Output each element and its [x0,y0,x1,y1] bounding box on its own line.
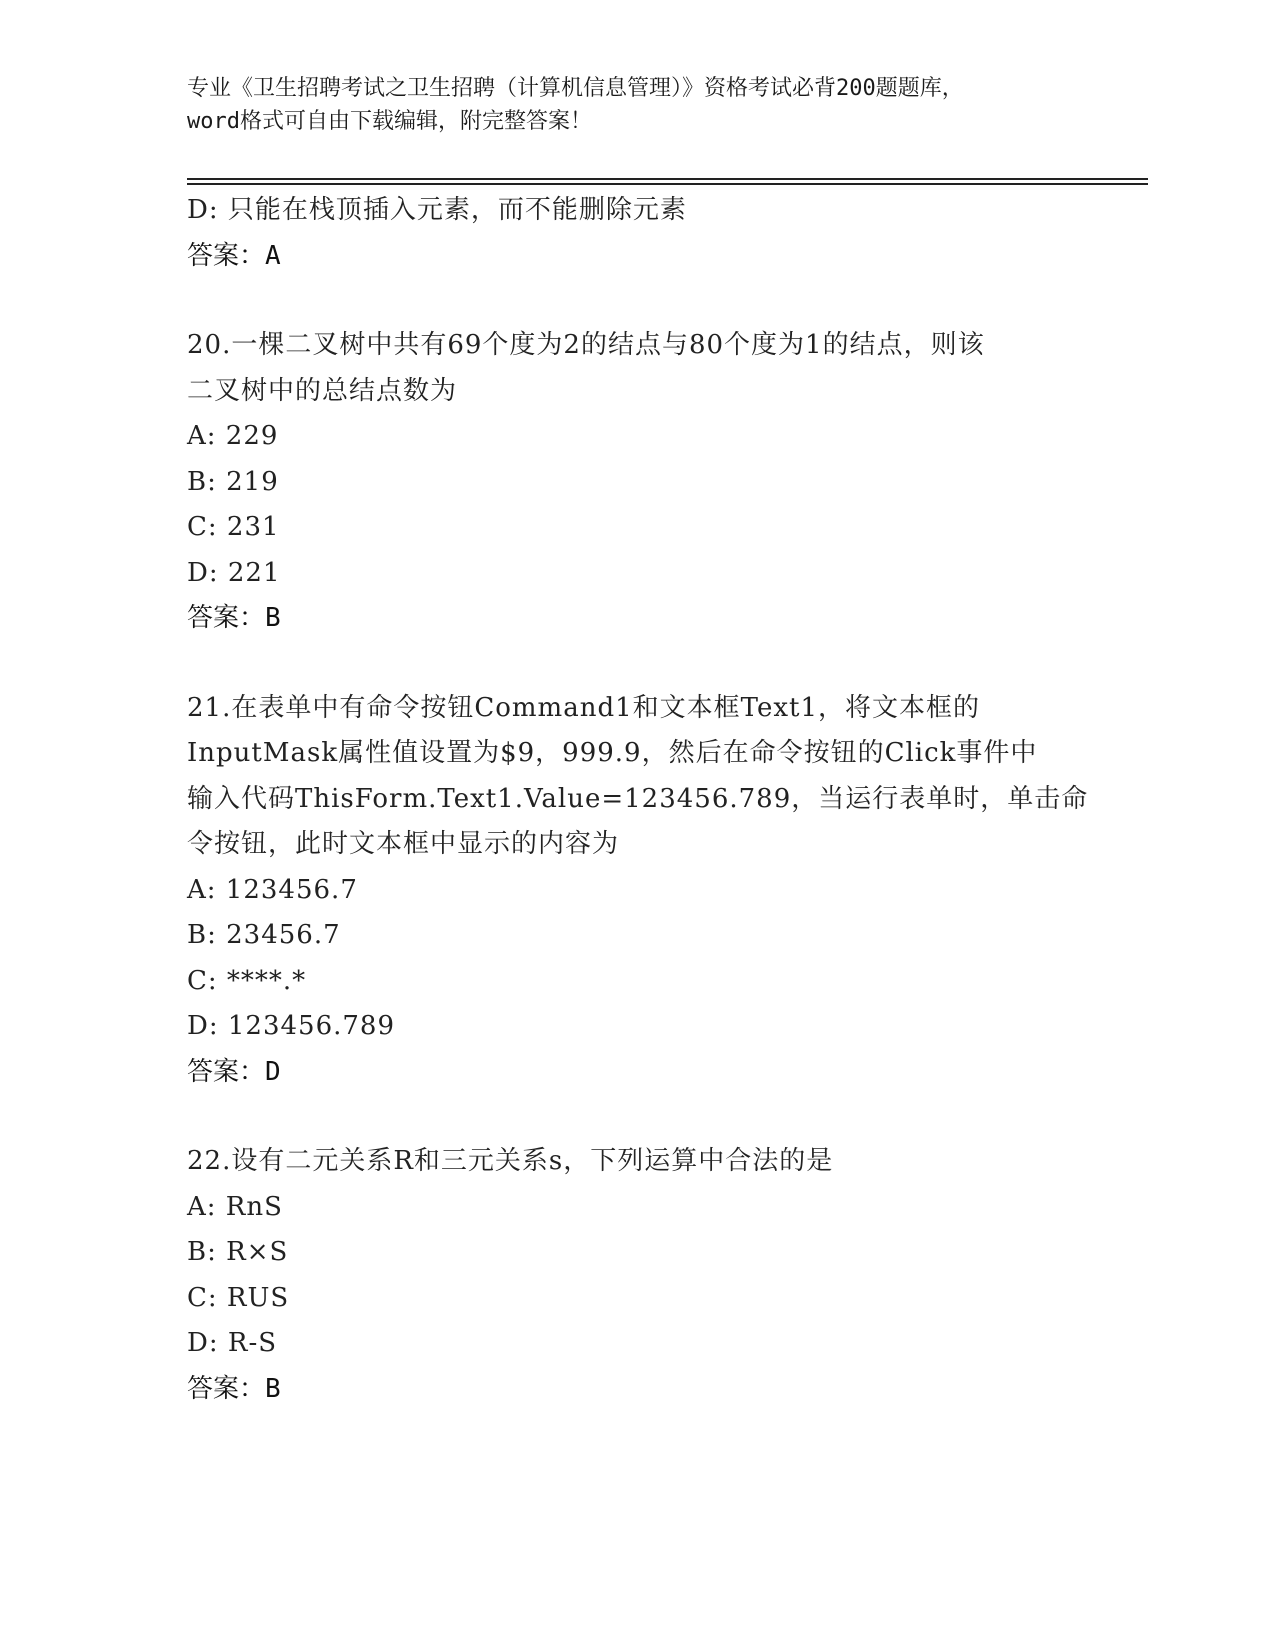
question-content [187,188,1087,1412]
option-b: B: R×S [187,1237,289,1267]
header-line-1: 专业《卫生招聘考试之卫生招聘（计算机信息管理）》资格考试必背200题题库， [187,76,964,101]
question-stem-line: 21.在表单中有命令按钮Command1和文本框Text1，将文本框的 [187,692,980,723]
prev-answer: 答案：A [187,240,281,271]
question-21 [187,686,1087,1096]
question-stem-line: 22.设有二元关系R和三元关系s，下列运算中合法的是 [187,1146,834,1176]
answer: 答案：B [187,1373,281,1404]
option-d: D: 123456.789 [187,1011,396,1041]
option-c: C: RUS [187,1282,290,1313]
question-stem-line: 令按钮，此时文本框中显示的内容为 [187,829,620,859]
option-c: C: 231 [187,512,280,542]
header-line-2: word格式可自由下载编辑，附完整答案！ [187,109,592,134]
spacer [187,642,1087,686]
option-d: D: R-S [187,1328,278,1358]
question-stem-line: InputMask属性值设置为$9，999.9，然后在命令按钮的Click事件中 [187,738,1038,768]
option-a: A: RnS [187,1191,283,1222]
answer: 答案：D [187,1056,281,1087]
prev-option-d: D: 只能在栈顶插入元素，而不能删除元素 [187,195,687,225]
question-22 [187,1139,1087,1412]
question-stem-line: 20.一棵二叉树中共有69个度为2的结点与80个度为1的结点，则该 [187,330,985,360]
header-divider-bottom [187,183,1148,185]
question-20 [187,323,1087,642]
document-header [187,72,1087,138]
option-a: A: 229 [187,421,279,451]
spacer [187,1095,1087,1139]
option-a: A: 123456.7 [187,874,358,905]
option-b: B: 219 [187,466,279,497]
spacer [187,279,1087,323]
question-stem-line: 输入代码ThisForm.Text1.Value=123456.789，当运行表单时，单击命 [187,783,1089,814]
option-b: B: 23456.7 [187,920,341,950]
option-c: C: ****.* [187,965,307,996]
option-d: D: 221 [187,557,281,588]
question-stem-line: 二叉树中的总结点数为 [187,375,458,406]
header-divider-top [187,178,1148,180]
answer: 答案：B [187,603,281,633]
